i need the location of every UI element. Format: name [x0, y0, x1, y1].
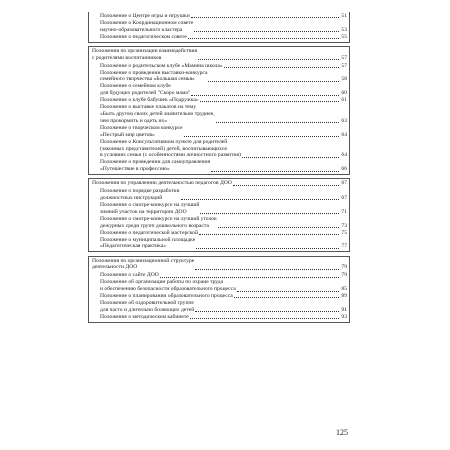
entry-title: [100, 188, 180, 202]
entry-page-number: 58: [341, 76, 347, 83]
entry-title-line: Положение о проведении выставки-конкурса: [100, 69, 208, 76]
entry-page-number: 85: [341, 286, 347, 293]
entry-title-line: Положение о родительском клубе «Мамина школа»: [100, 62, 223, 69]
entry-title: [100, 300, 194, 314]
entry-page-number: 60: [341, 90, 347, 97]
entry-title-line: «Быть другом своих детей значительно труднее,: [100, 110, 215, 117]
entry-title-line: «Путешествие в профессию»: [100, 166, 170, 173]
dot-leader: [211, 171, 339, 172]
section-heading: [92, 258, 347, 272]
entry-title-line: в условиях семьи (с особенностями личностного развития): [100, 152, 241, 159]
table-of-contents: [88, 12, 350, 323]
entry-title-line: Положение о смотре-конкурсе на лучший уголок: [100, 215, 217, 222]
toc-entry: [92, 139, 347, 160]
entry-title-line: Положение о методическом кабинете: [100, 313, 189, 320]
entry-page-number: 67: [341, 195, 347, 202]
entry-title: [100, 70, 207, 84]
entry-title-line: (законных представителей) детей, воспитывающихся: [100, 145, 227, 152]
dot-leader: [200, 213, 339, 214]
entry-page-number: 61: [341, 97, 347, 104]
entry-title-line: Положение о Консультативном пункте для родителей: [100, 138, 228, 145]
toc-entry: [92, 202, 347, 216]
toc-entry: [92, 216, 347, 230]
entry-title-line: чем прокормить и одеть их»: [100, 117, 168, 124]
entry-title-line: Положение о творческом конкурсе: [100, 124, 183, 131]
toc-entry: [92, 237, 347, 251]
entry-title-line: Положение о муниципальной площадке: [100, 236, 196, 243]
entry-page-number: 93: [341, 313, 347, 320]
entry-title-line: Положение об организации работы по охране труда: [100, 279, 224, 286]
entry-title: [100, 279, 236, 293]
entry-page-number: 57: [341, 54, 347, 61]
page-number: 125: [336, 428, 348, 437]
toc-entry: [92, 83, 347, 97]
dot-leader: [242, 157, 339, 158]
dot-leader: [199, 234, 339, 235]
entry-title: [92, 258, 194, 272]
entry-title-line: Положение о Координационном совете: [100, 19, 194, 26]
entry-page-number: 66: [341, 166, 347, 173]
toc-section: [88, 178, 350, 252]
entry-title-line: для часто и длительно болеющих детей: [100, 306, 195, 313]
entry-title-line: Положение о планировании образовательного процесса: [100, 293, 233, 300]
dot-leader: [196, 248, 339, 249]
entry-title-line: зимний участок на территории ДОО: [100, 208, 187, 215]
dot-leader: [233, 185, 339, 186]
dot-leader: [184, 136, 339, 137]
entry-title: [100, 159, 210, 173]
entry-title-line: Положение о порядке разработки: [100, 188, 180, 195]
toc-entry: [92, 279, 347, 293]
dot-leader: [160, 277, 339, 278]
entry-title-line: «Пестрый мир цветов»: [100, 131, 155, 138]
dot-leader: [195, 269, 339, 270]
dot-leader: [194, 31, 339, 32]
entry-title-line: Положение об оздоровительной группе: [100, 300, 194, 306]
entry-title: [100, 125, 183, 139]
dot-leader: [224, 67, 339, 68]
toc-entry: [92, 125, 347, 139]
entry-page-number: 67: [341, 180, 347, 187]
entry-title-line: Положение о проведении для самоуправления: [100, 159, 211, 166]
toc-entry: [92, 13, 347, 20]
dot-leader: [218, 227, 339, 228]
entry-title: [100, 34, 187, 41]
toc-entry: [92, 34, 347, 41]
dot-leader: [181, 199, 339, 200]
entry-title-line: Положение о Центре игры и игрушки: [100, 13, 190, 19]
dot-leader: [208, 81, 339, 82]
entry-title-line: Положения по организационной структуре: [92, 257, 195, 264]
entry-title: [100, 237, 195, 251]
entry-title: [100, 20, 193, 34]
toc-entry: [92, 159, 347, 173]
entry-title-line: Положение о клубе бабушек «Подружка»: [100, 97, 199, 104]
entry-page-number: 55: [341, 33, 347, 40]
dot-leader: [188, 38, 339, 39]
entry-title-line: Положение о педагогической мастерской: [100, 229, 198, 236]
toc-entry: [92, 300, 347, 314]
toc-entry: [92, 230, 347, 237]
entry-title: [100, 230, 198, 237]
entry-page-number: 79: [341, 264, 347, 271]
entry-page-number: 89: [341, 293, 347, 300]
entry-title-line: дежурных среди групп дошкольного возраста: [100, 222, 209, 229]
dot-leader: [200, 101, 339, 102]
entry-page-number: 64: [341, 131, 347, 138]
entry-title: [100, 216, 217, 230]
entry-title: [100, 63, 223, 70]
entry-title: [100, 314, 189, 321]
entry-title-line: семейного творчества «Большая семья»: [100, 76, 195, 83]
toc-entry: [92, 293, 347, 300]
toc-entry: [92, 70, 347, 84]
section-heading: [92, 180, 347, 187]
dot-leader: [198, 59, 339, 60]
entry-title: [100, 104, 215, 125]
entry-title-line: Положение о педагогическом совете: [100, 33, 187, 40]
entry-title-line: с родителями воспитанников: [92, 54, 162, 61]
entry-page-number: 79: [341, 272, 347, 279]
entry-title-line: должностных инструкций: [100, 195, 163, 202]
entry-title-line: научно-образовательного кластера: [100, 26, 183, 33]
entry-title-line: Положение о смотре-конкурсе на лучший: [100, 202, 200, 209]
dot-leader: [234, 297, 339, 298]
toc-section: [88, 256, 350, 323]
entry-title: [100, 139, 241, 160]
entry-page-number: 53: [341, 26, 347, 33]
entry-title-line: Положения по управлению деятельностью педагогов ДОО: [92, 180, 232, 187]
entry-page-number: 73: [341, 222, 347, 229]
dot-leader: [191, 95, 339, 96]
toc-entry: [92, 63, 347, 70]
entry-page-number: 57: [341, 62, 347, 69]
entry-title-line: Положение о семейном клубе: [100, 83, 171, 90]
entry-title: [100, 202, 199, 216]
entry-title-line: Положения по организации взаимодействия: [92, 47, 198, 54]
entry-page-number: 75: [341, 229, 347, 236]
toc-entry: [92, 20, 347, 34]
dot-leader: [237, 291, 339, 292]
entry-title: [92, 180, 232, 187]
entry-title: [92, 48, 197, 62]
entry-title: [100, 13, 190, 20]
dot-leader: [216, 122, 339, 123]
toc-section: [88, 12, 350, 43]
toc-entry: [92, 188, 347, 202]
entry-title-line: Положение о сайте ДОО: [100, 272, 159, 279]
section-heading: [92, 48, 347, 62]
entry-page-number: 63: [341, 117, 347, 124]
entry-title: [100, 293, 233, 300]
entry-page-number: 71: [341, 208, 347, 215]
toc-entry: [92, 97, 347, 104]
toc-section: [88, 46, 350, 175]
entry-title-line: «Педагогическая практика»: [100, 243, 167, 250]
entry-title-line: Положение о выставке плакатов на тему: [100, 104, 197, 111]
entry-page-number: 91: [341, 306, 347, 313]
entry-title: [100, 83, 190, 97]
entry-page-number: 64: [341, 152, 347, 159]
entry-page-number: 77: [341, 243, 347, 250]
dot-leader: [195, 311, 339, 312]
dot-leader: [191, 17, 339, 18]
entry-title: [100, 97, 199, 104]
entry-title-line: для будущих родителей "Скоро мама": [100, 90, 191, 97]
entry-page-number: 51: [341, 13, 347, 19]
toc-entry: [92, 314, 347, 321]
toc-entry: [92, 104, 347, 125]
entry-title-line: и обеспечению безопасности образовательного процесса: [100, 286, 236, 293]
entry-title-line: деятельности ДОО: [92, 264, 138, 271]
dot-leader: [190, 318, 339, 319]
